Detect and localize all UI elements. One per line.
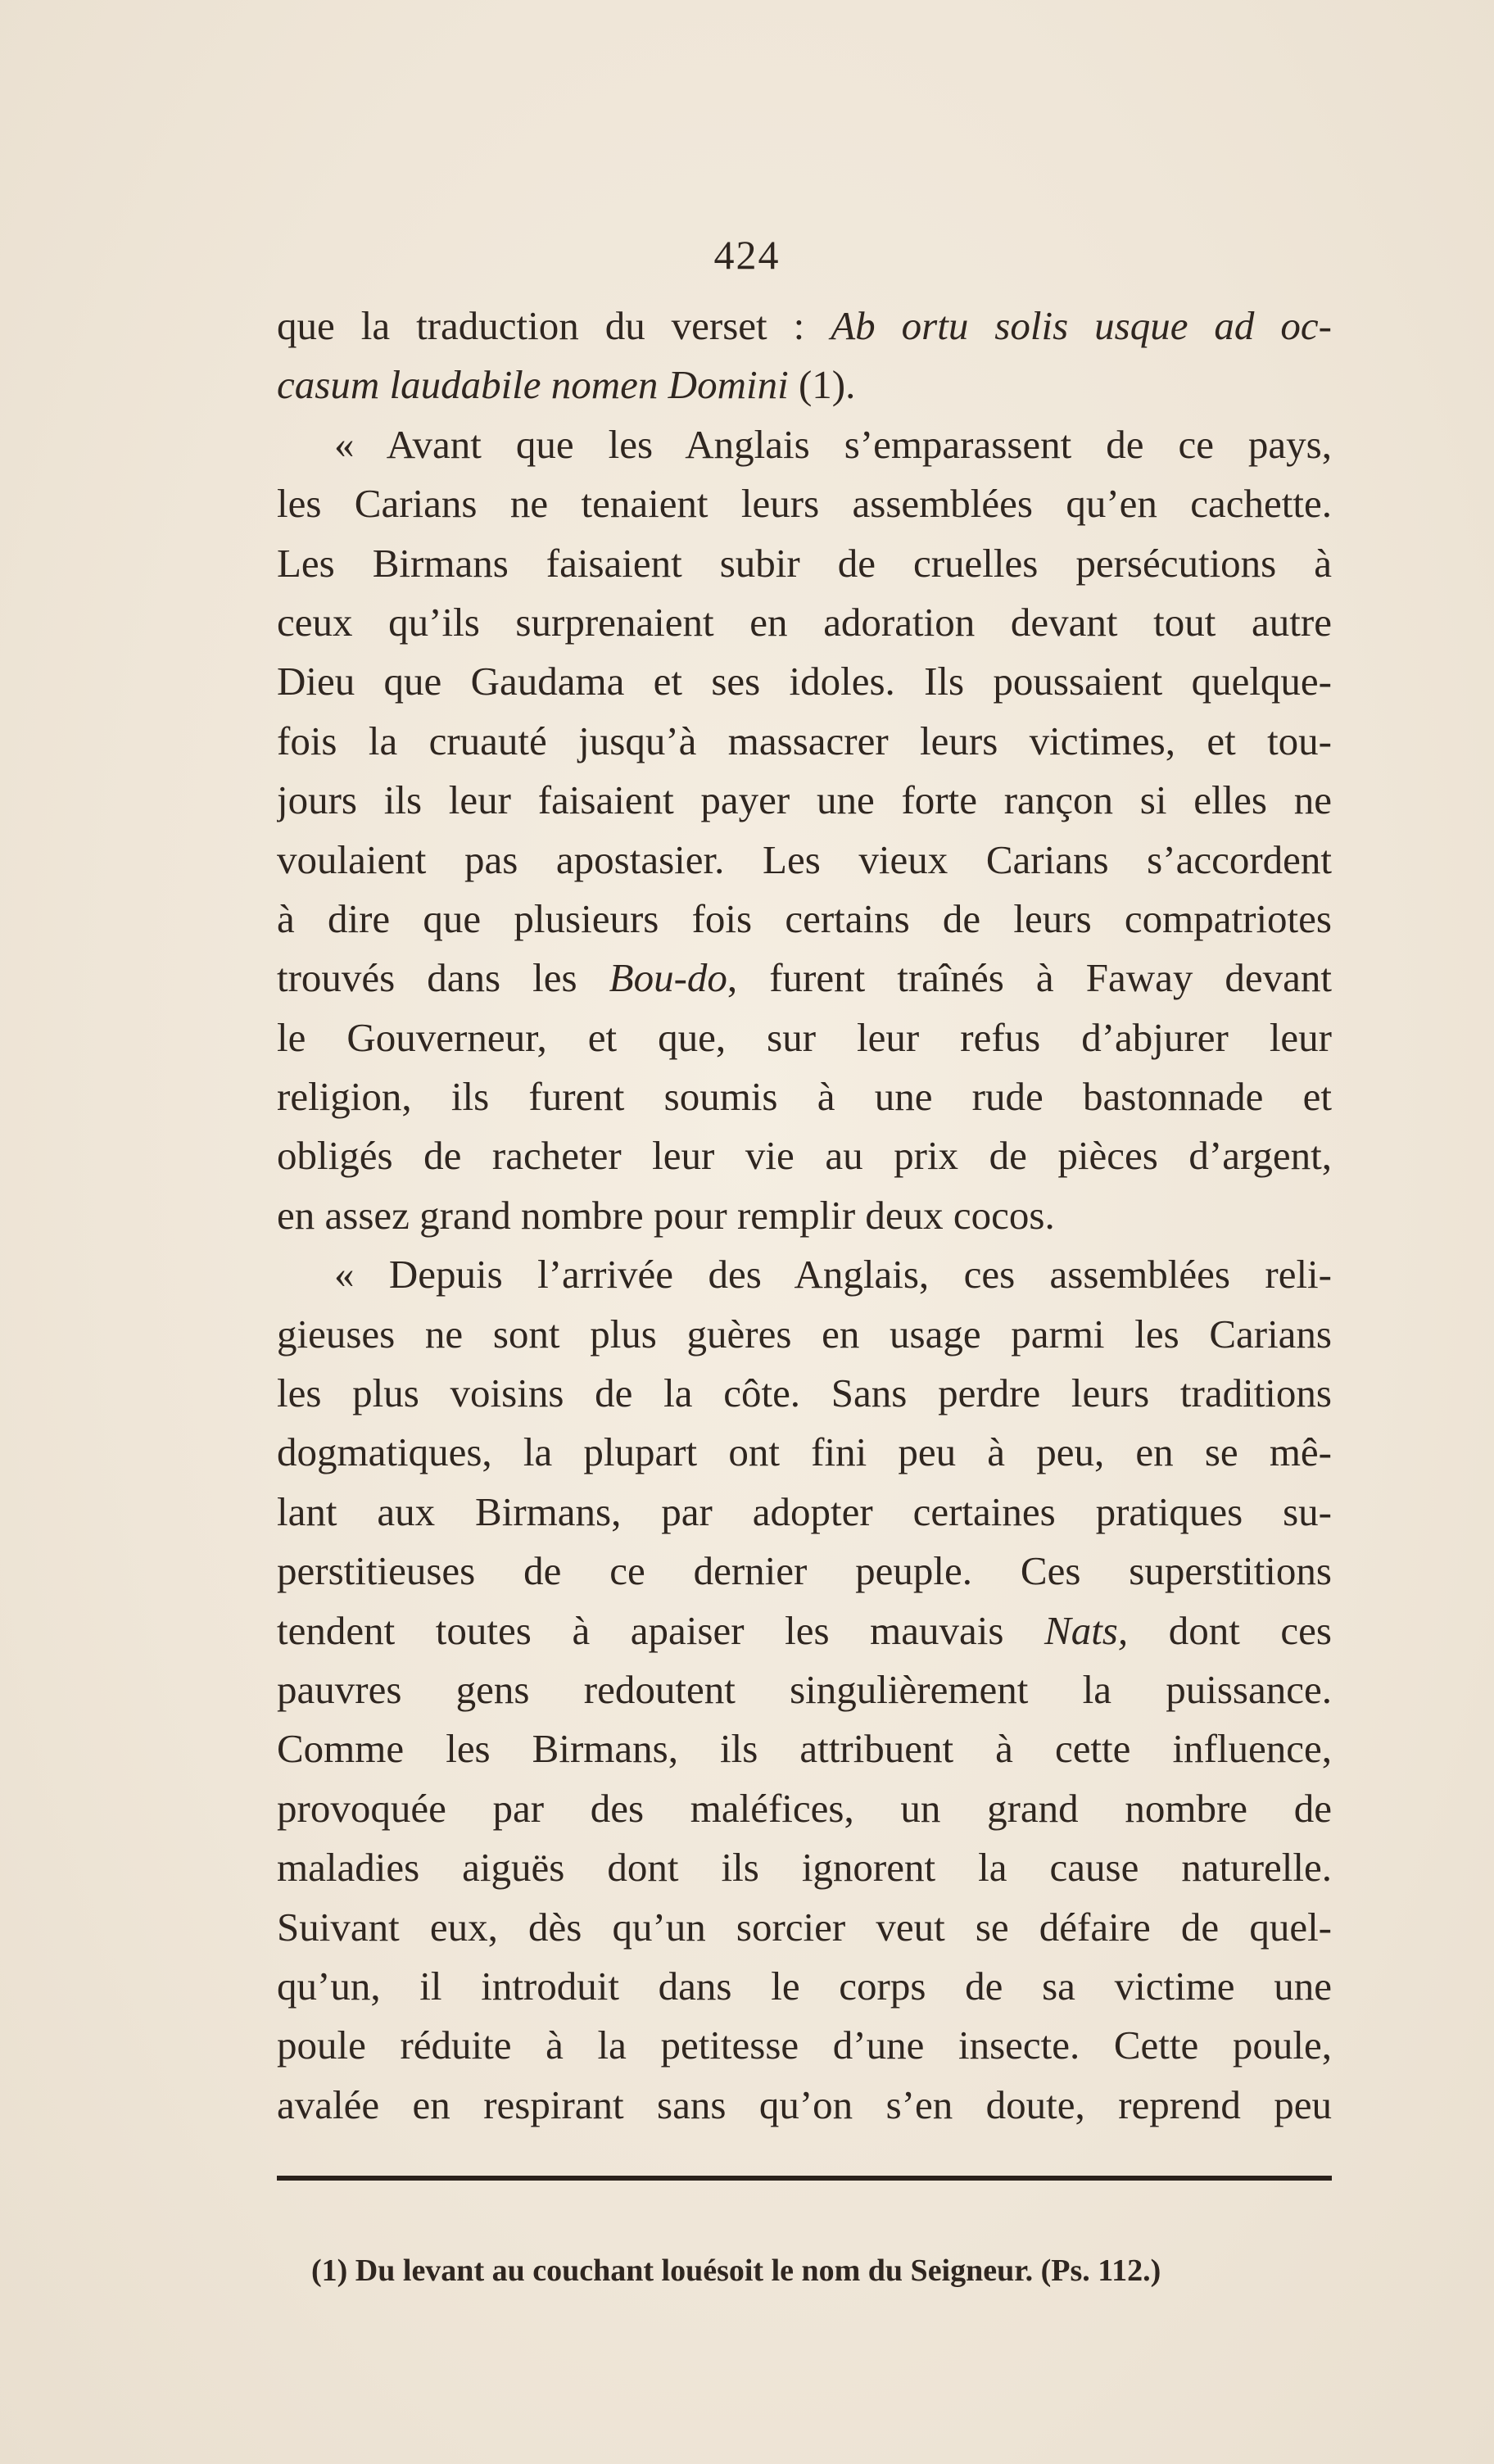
text-line: « Depuis l’arrivée des Anglais, ces assemblées reli- — [334, 1252, 1332, 1298]
text-line: le Gouverneur, et que, sur leur refus d’abjurer leur — [277, 1014, 1332, 1060]
text-line: Dieu que Gaudama et ses idoles. Ils poussaient quelque- — [277, 659, 1332, 704]
text-line: trouvés dans les Bou-do, furent traînés à Faway devant — [277, 955, 1332, 1001]
text-line: les plus voisins de la côte. Sans perdre leurs traditions — [277, 1370, 1332, 1416]
text-line: « Avant que les Anglais s’emparassent de ce pays, — [334, 421, 1332, 467]
text-line: provoquée par des maléfices, un grand nombre de — [277, 1785, 1332, 1831]
body-text — [277, 297, 1332, 2135]
text-line: que la traduction du verset : Ab ortu solis usque ad oc- — [277, 303, 1332, 348]
text-line: les Carians ne tenaient leurs assemblées qu’en cachette. — [277, 481, 1332, 527]
text-line: avalée en respirant sans qu’on s’en doute, reprend peu — [277, 2081, 1332, 2127]
text-line: casum laudabile nomen Domini (1). — [277, 362, 856, 408]
text-line: pauvres gens redoutent singulièrement la puissance. — [277, 1666, 1332, 1712]
text-line: lant aux Birmans, par adopter certaines pratiques su- — [277, 1488, 1332, 1534]
text-line: gieuses ne sont plus guères en usage parmi les Carians — [277, 1311, 1332, 1357]
text-line: perstitieuses de ce dernier peuple. Ces superstitions — [277, 1548, 1332, 1594]
text-line: voulaient pas apostasier. Les vieux Carians s’accordent — [277, 836, 1332, 882]
text-line: Suivant eux, dès qu’un sorcier veut se défaire de quel- — [277, 1904, 1332, 1950]
text-line: maladies aiguës dont ils ignorent la cause naturelle. — [277, 1845, 1332, 1891]
text-line: fois la cruauté jusqu’à massacrer leurs victimes, et tou- — [277, 718, 1332, 763]
text-line: en assez grand nombre pour remplir deux cocos. — [277, 1192, 1055, 1238]
text-line: jours ils leur faisaient payer une forte rançon si elles ne — [277, 777, 1332, 823]
text-line: tendent toutes à apaiser les mauvais Nats, dont ces — [277, 1607, 1332, 1653]
text-line: dogmatiques, la plupart ont fini peu à peu, en se mê- — [277, 1429, 1332, 1475]
text-line: religion, ils furent soumis à une rude bastonnade et — [277, 1074, 1332, 1120]
footnote-rule — [277, 2176, 1332, 2181]
text-line: à dire que plusieurs fois certains de leurs compatriotes — [277, 895, 1332, 941]
text-line: qu’un, il introduit dans le corps de sa victime une — [277, 1963, 1332, 2009]
footnote: (1) Du levant au couchant louésoit le nom du Seigneur. (Ps. 112.) — [311, 2253, 1161, 2288]
text-line: Les Birmans faisaient subir de cruelles persécutions à — [277, 540, 1332, 586]
text-line: Comme les Birmans, ils attribuent à cette influence, — [277, 1726, 1332, 1772]
text-line: obligés de racheter leur vie au prix de pièces d’argent, — [277, 1133, 1332, 1179]
page-number: 424 — [713, 232, 781, 278]
text-line: ceux qu’ils surprenaient en adoration devant tout autre — [277, 599, 1332, 645]
text-line: poule réduite à la petitesse d’une insecte. Cette poule, — [277, 2022, 1332, 2068]
